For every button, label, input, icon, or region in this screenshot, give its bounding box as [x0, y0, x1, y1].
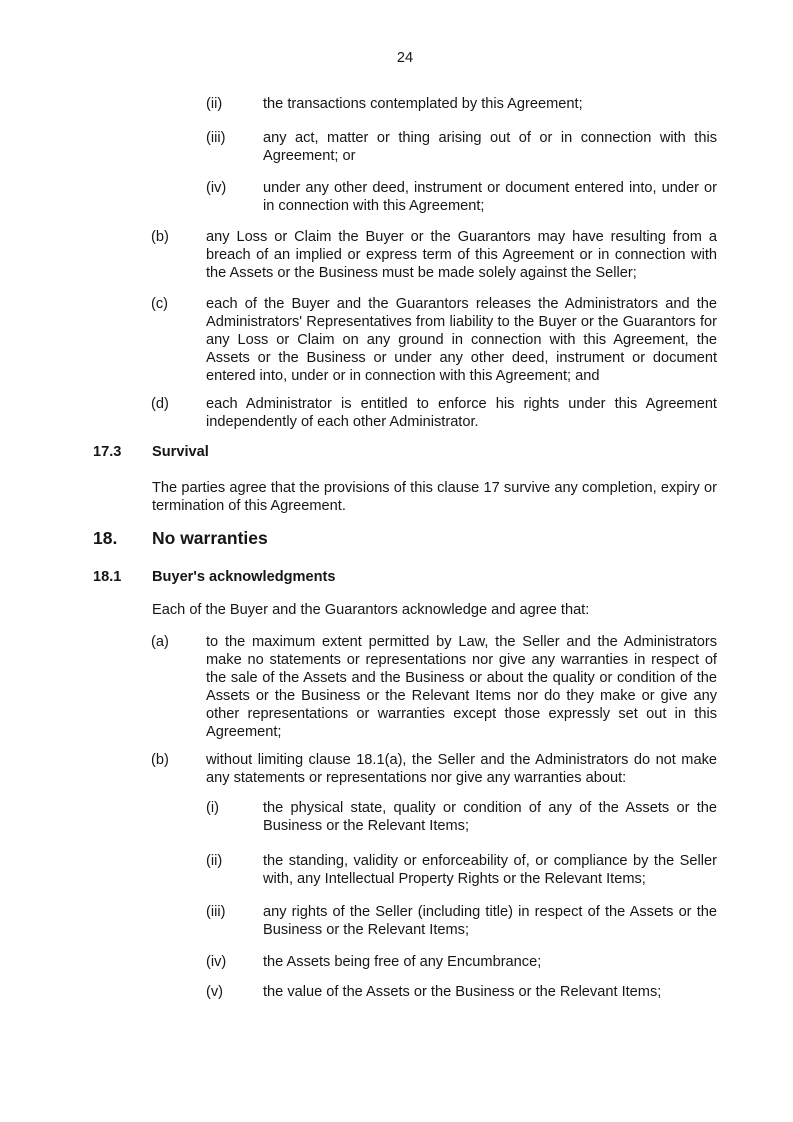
- list-item: [206, 852, 717, 888]
- list-item-text: without limiting clause 18.1(a), the Seller and the Administrators do not make any statements or representations nor give any warranties about:: [206, 752, 717, 786]
- clause-heading-18-1: [93, 568, 717, 586]
- list-item-text: the standing, validity or enforceability of, or compliance by the Seller with, any Intellectual Property Rights or the Relevant Items;: [263, 853, 717, 887]
- list-item: [206, 799, 717, 835]
- clause-heading-18: [93, 528, 717, 549]
- list-item: [206, 903, 717, 939]
- list-item-marker: (iv): [206, 180, 227, 196]
- list-item: [206, 95, 717, 113]
- list-item-text: the value of the Assets or the Business or the Relevant Items;: [263, 984, 662, 1000]
- list-item-marker: (ii): [206, 96, 223, 112]
- page-number: 24: [396, 50, 414, 66]
- list-item: [151, 751, 717, 787]
- clause-title: No warranties: [152, 528, 268, 548]
- list-item-marker: (b): [151, 229, 169, 245]
- list-item-text: the Assets being free of any Encumbrance;: [263, 954, 542, 970]
- clause-number: 18.1: [93, 569, 122, 585]
- list-item-text: any act, matter or thing arising out of or in connection with this Agreement; or: [263, 130, 717, 164]
- list-item-marker: (b): [151, 752, 169, 768]
- list-item-marker: (iii): [206, 130, 226, 146]
- list-item-marker: (a): [151, 634, 169, 650]
- list-item: [206, 129, 717, 165]
- list-item-text: the transactions contemplated by this Agreement;: [263, 96, 583, 112]
- list-item-marker: (ii): [206, 853, 223, 869]
- list-item: [151, 395, 717, 431]
- list-item-marker: (i): [206, 800, 219, 816]
- list-item: [151, 295, 717, 385]
- list-item: [206, 179, 717, 215]
- list-item-text: any Loss or Claim the Buyer or the Guarantors may have resulting from a breach of an implied or express term of this Agreement or in connection with the Assets or the Business must be made solely against the Seller;: [206, 229, 717, 281]
- list-item-marker: (c): [151, 296, 169, 312]
- clause-number: 18.: [93, 528, 118, 548]
- list-item-marker: (iii): [206, 904, 226, 920]
- list-item: [151, 228, 717, 282]
- list-item-text: under any other deed, instrument or document entered into, under or in connection with this Agreement;: [263, 180, 717, 214]
- clause-title: Survival: [152, 444, 209, 460]
- clause-heading-17-3: [93, 443, 717, 461]
- clause-body: The parties agree that the provisions of this clause 17 survive any completion, expiry or termination of this Agreement.: [152, 480, 717, 514]
- list-item-text: any rights of the Seller (including title) in respect of the Assets or the Business or the Relevant Items;: [263, 904, 717, 938]
- list-item-text: the physical state, quality or condition of any of the Assets or the Business or the Relevant Items;: [263, 800, 717, 834]
- list-item-marker: (d): [151, 396, 169, 412]
- clause-title: Buyer's acknowledgments: [152, 569, 336, 585]
- page-content: [93, 0, 717, 1001]
- list-item: [151, 633, 717, 741]
- clause-intro: Each of the Buyer and the Guarantors acknowledge and agree that:: [152, 602, 590, 618]
- list-item-marker: (v): [206, 984, 224, 1000]
- list-item-text: each of the Buyer and the Guarantors releases the Administrators and the Administrators' Representatives from liability to the Buyer or the Guarantors for any Loss or Claim on any ground in connection with this Agreement, the Assets or the Business or under any other deed, instrument or document entered into, under or in connection with this Agreement; and: [206, 296, 717, 384]
- clause-number: 17.3: [93, 444, 122, 460]
- list-item: [206, 983, 717, 1001]
- list-item-marker: (iv): [206, 954, 227, 970]
- list-item-text: to the maximum extent permitted by Law, the Seller and the Administrators make no statements or representations nor give any warranties in respect of the sale of the Assets and the Business or about the quality or condition of the Assets or the Business or the Relevant Items nor do they make or give any other representations or warranties except those expressly set out in this Agreement;: [206, 634, 717, 740]
- list-item: [206, 953, 717, 971]
- list-item-text: each Administrator is entitled to enforce his rights under this Agreement independently of each other Administrator.: [206, 396, 717, 430]
